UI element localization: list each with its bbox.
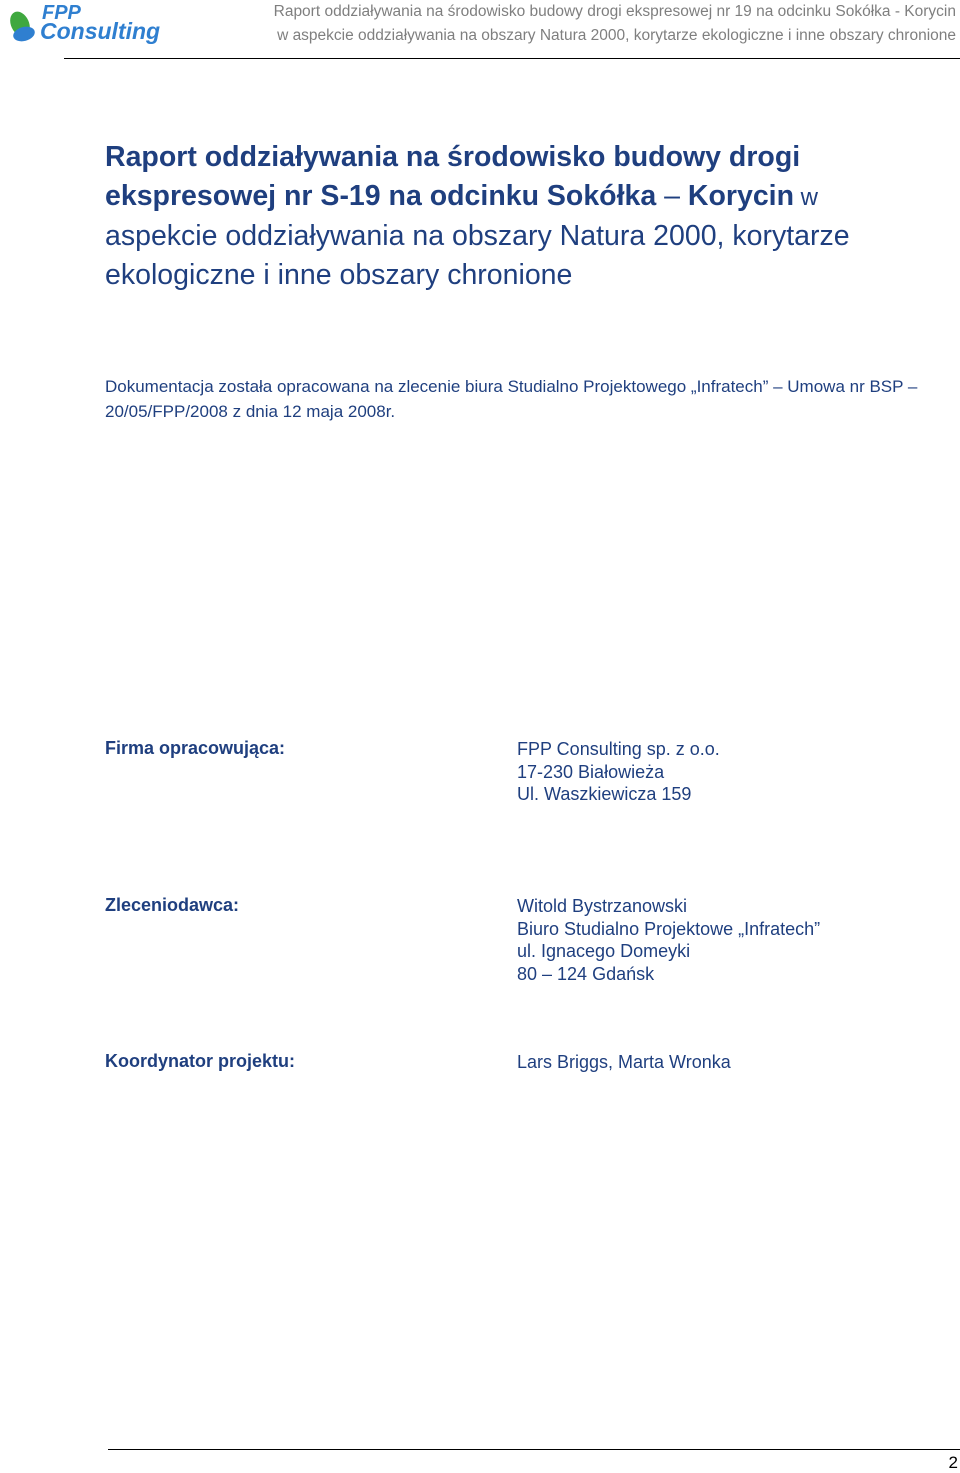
fpp-consulting-logo <box>6 0 162 46</box>
coordinator-details <box>517 1051 731 1074</box>
header-rule <box>64 58 960 59</box>
client-line: 80 – 124 Gdańsk <box>517 963 655 984</box>
intro-paragraph: Dokumentacja została opracowana na zlecenie biura Studialno Projektowego „Infratech” – Umowa nr BSP – 20/05/FPP/2008 z dnia 12 maja 2008r. <box>105 377 918 421</box>
logo-text-fpp: FPP <box>42 2 81 24</box>
firm-label: Firma opracowująca: <box>105 738 286 758</box>
firm-line: 17-230 Białowieża <box>517 761 665 782</box>
client-details <box>517 895 820 985</box>
client-line: Biuro Studialno Projektowe „Infratech” <box>517 918 821 939</box>
coordinator-line: Lars Briggs, Marta Wronka <box>517 1052 731 1072</box>
title-bold-part-2: Korycin <box>687 180 795 212</box>
firm-line: Ul. Waszkiewicza 159 <box>517 784 692 804</box>
client-label: Zleceniodawca: <box>105 895 240 915</box>
client-line: Witold Bystrzanowski <box>517 896 688 916</box>
firm-line: FPP Consulting sp. z o.o. <box>517 739 720 759</box>
title-regular-part: aspekcie oddziaływania na obszary Natura 2000, korytarze ekologiczne i inne obszary chronione <box>105 220 850 291</box>
page-number: 2 <box>948 1453 958 1472</box>
footer-rule <box>108 1449 960 1450</box>
title-bold-part: Raport oddziaływania na środowisko budowy drogi ekspresowej nr S-19 na odcinku Sokółka <box>105 141 801 212</box>
running-header-line-1: Raport oddziaływania na środowisko budowy drogi ekspresowej nr 19 na odcinku Sokółka - Korycin <box>273 3 956 20</box>
logo-text-consulting: Consulting <box>40 18 161 44</box>
firm-details <box>517 738 720 806</box>
title-small-w: w <box>794 184 819 211</box>
title-dash: – <box>656 180 688 212</box>
running-header-line-2: w aspekcie oddziaływania na obszary Natura 2000, korytarze ekologiczne i inne obszary chronione <box>277 27 956 44</box>
client-line: ul. Ignacego Domeyki <box>517 941 691 961</box>
document-title <box>105 138 905 295</box>
coordinator-label: Koordynator projektu: <box>105 1051 296 1071</box>
